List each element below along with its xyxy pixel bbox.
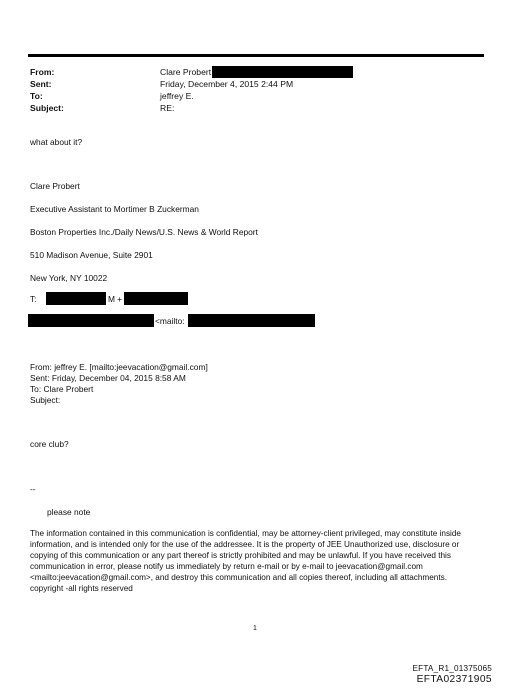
mailto-text: <mailto: (155, 316, 185, 326)
subject-label: Subject: (30, 103, 64, 113)
redaction-box (28, 314, 154, 327)
quoted-from-line: From: jeffrey E. [mailto:jeevacation@gmail.com] (30, 362, 208, 372)
signature-address-line1: 510 Madison Avenue, Suite 2901 (30, 250, 153, 260)
redaction-box (212, 66, 353, 78)
quoted-to-line: To: Clare Probert (30, 384, 94, 394)
redaction-box (124, 292, 188, 305)
signature-company: Boston Properties Inc./Daily News/U.S. News & World Report (30, 227, 258, 237)
redaction-box (46, 292, 106, 305)
header-rule (28, 54, 484, 57)
page-number: 1 (253, 625, 257, 632)
signature-title: Executive Assistant to Mortimer B Zuckerman (30, 204, 199, 214)
redaction-box (188, 314, 315, 327)
from-value: Clare Probert (160, 67, 212, 77)
quoted-body: core club? (30, 439, 69, 449)
signature-address-line2: New York, NY 10022 (30, 273, 108, 283)
quoted-sent-line: Sent: Friday, December 04, 2015 8:58 AM (30, 373, 186, 383)
to-label: To: (30, 91, 43, 101)
from-label: From: (30, 67, 55, 77)
confidentiality-disclaimer: The information contained in this communication is confidential, may be attorney-client privileged, may constitute inside information, and is intended only for the use of the addressee. It is the property of JEE Unauthorized use, disclosure or copying of this communication or any part thereof is strictly prohibited and may be unlawful. If you have received this communication in error, please notify us immediately by return e-mail or by e-mail to jeevacation@gmail.com <mailto:jeevacation@gmail.com>, and destroy this communication and all copies thereof, including all attachments. copyright -all rights reserved (30, 529, 461, 593)
please-note: please note (47, 507, 91, 517)
reply-body: what about it? (30, 137, 83, 147)
phone-t-label: T: (30, 294, 37, 304)
efta-id-small: EFTA_R1_01375065 (412, 664, 492, 673)
sent-label: Sent: (30, 79, 52, 89)
phone-m-label: M + (108, 294, 123, 304)
quoted-subject-line: Subject: (30, 395, 61, 405)
to-value: jeffrey E. (160, 91, 194, 101)
efta-id-large: EFTA02371905 (416, 674, 492, 685)
subject-value: RE: (160, 103, 175, 113)
signature-name: Clare Probert (30, 181, 80, 191)
signature-separator: -- (30, 484, 36, 494)
sent-value: Friday, December 4, 2015 2:44 PM (160, 79, 294, 89)
